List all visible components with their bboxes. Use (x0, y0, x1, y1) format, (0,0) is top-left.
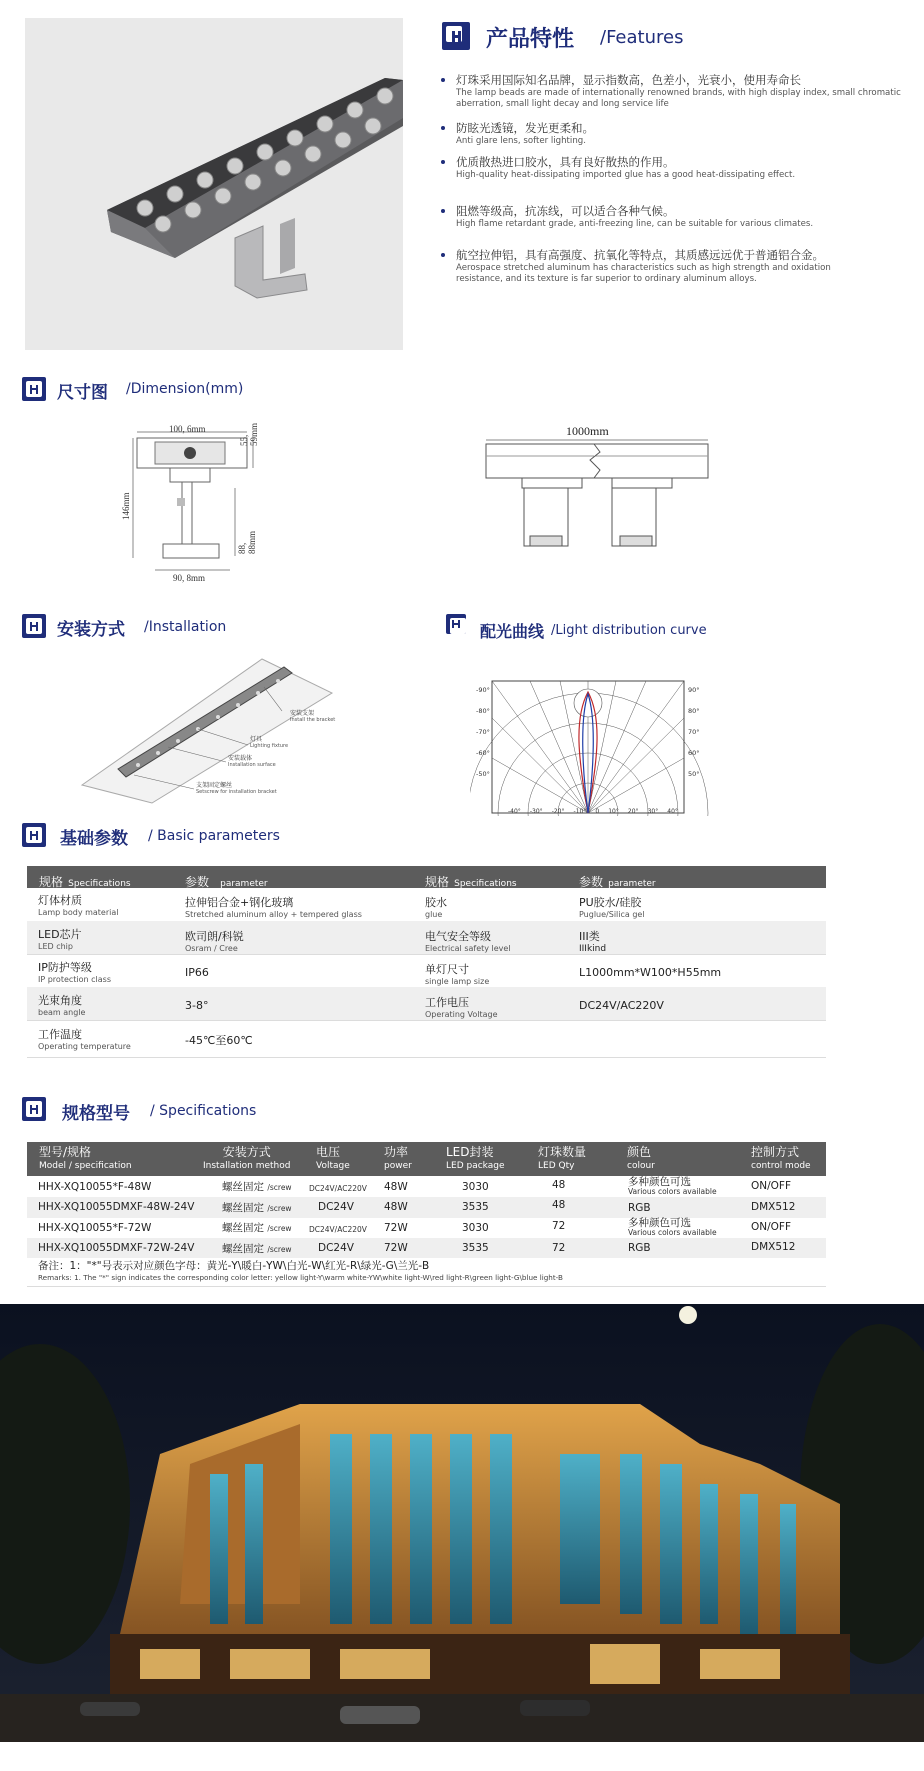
table-cell: 3-8° (185, 999, 209, 1012)
row-divider (27, 1020, 826, 1021)
table-cell: DC24V (318, 1242, 354, 1254)
feature-item (456, 248, 922, 285)
curve-right-ticks: 90° 80° 70° 60° 50° (688, 686, 700, 778)
dim-width-top: 100, 6mm (169, 424, 206, 434)
table-cell: DMX512 (751, 1241, 796, 1253)
table-cell: DC24V/AC220V (309, 1184, 367, 1193)
basic-params-title-en: / Basic parameters (148, 828, 280, 844)
table-cell: DC24V/AC220V (579, 999, 664, 1012)
header-cell: 功率 power (384, 1145, 412, 1171)
table-cell: 48W (384, 1201, 408, 1213)
table-row: HHX-XQ10055*F-48W (38, 1181, 152, 1193)
features-h-icon (442, 22, 470, 50)
install-label-bracket: 安装支架 Install the bracket (290, 710, 336, 723)
bullet-icon (441, 209, 445, 213)
table-row: HHX-XQ10055DMXF-72W-24V (38, 1242, 195, 1254)
row-divider (27, 954, 826, 955)
installation-title: 安装方式 (57, 620, 125, 640)
feature-item (456, 73, 922, 110)
feature-cn: 航空拉伸铝，具有高强度、抗氧化等特点，其质感远远优于普通铝合金。 (456, 248, 824, 262)
table-cell: DMX512 (751, 1201, 796, 1213)
table-row: 灯体材质 Lamp body material (38, 894, 119, 917)
basic-params-title: 基础参数 (60, 829, 128, 849)
curve-bottom-ticks: -40° -30° -20° -10° 0 10° 20° 30° 40° (508, 808, 678, 815)
light-curve-h-icon (446, 614, 466, 634)
remark-en: Remarks: 1. The "*" sign indicates the corresponding color letter: yellow light-Y\warm white-YW\white light-W\red light-R\green light-G\blue light-B (38, 1273, 563, 1282)
install-label-screw: 支架固定螺丝 Setscrew for installation bracket (196, 782, 277, 795)
install-label-fixture: 灯具 Lighting fixture (250, 736, 289, 749)
table-cell: 螺丝固定 /screw (222, 1181, 292, 1193)
table-row: 工作温度 Operating temperature (38, 1028, 131, 1051)
dim-bracket-height: 88, 88mm (237, 530, 257, 554)
dimension-drawing-side (121, 422, 265, 588)
product-photo (25, 18, 403, 350)
feature-cn: 阻燃等级高，抗冻线，可以适合各种气候。 (456, 204, 675, 218)
table-row: HHX-XQ10055*F-72W (38, 1222, 152, 1234)
specs-title: 规格型号 (62, 1104, 130, 1124)
table-cell: DC24V/AC220V (309, 1225, 367, 1234)
dim-length: 1000mm (566, 424, 609, 438)
specs-h-icon (22, 1097, 46, 1121)
header-cell: 规格 Specifications (39, 875, 131, 889)
feature-en: High flame retardant grade, anti-freezing line, can be suitable for various climates. (456, 219, 814, 229)
row-divider (27, 1057, 826, 1058)
header-cell: 控制方式 control mode (751, 1145, 811, 1171)
table-cell: -45℃至60℃ (185, 1034, 253, 1047)
installation-h-icon (22, 614, 46, 638)
table-cell: ON/OFF (751, 1180, 792, 1192)
table-cell: III类 IIIkind (579, 930, 607, 954)
row-divider (27, 1286, 826, 1287)
table-cell: 多种颜色可选 Various colors available (628, 1176, 717, 1196)
table-cell: 72 (552, 1242, 566, 1254)
basic-params-header (27, 866, 826, 888)
installation-diagram (78, 655, 348, 805)
bullet-icon (441, 253, 445, 257)
table-cell: ON/OFF (751, 1221, 792, 1233)
header-cell: 规格 Specifications (425, 875, 517, 889)
dim-height-right: 55, 59mm (239, 422, 259, 446)
table-cell: 欧司朗/科锐 Osram / Cree (185, 930, 244, 953)
specs-header (27, 1142, 826, 1176)
building-night-photo (0, 1304, 924, 1742)
table-cell: L1000mm*W100*H55mm (579, 966, 722, 979)
features-title-en: /Features (600, 27, 684, 48)
feature-cn: 防眩光透镜，发光更柔和。 (456, 121, 594, 135)
table-row: HHX-XQ10055DMXF-48W-24V (38, 1201, 195, 1213)
table-cell: 3030 (462, 1181, 489, 1193)
table-cell: 72W (384, 1242, 408, 1254)
feature-item (456, 204, 922, 230)
specs-title-en: / Specifications (150, 1103, 257, 1119)
bullet-icon (441, 78, 445, 82)
feature-en: High-quality heat-dissipating imported glue has a good heat-dissipating effect. (456, 170, 796, 180)
light-curve-title-en: /Light distribution curve (551, 623, 707, 638)
dimension-title-en: /Dimension(mm) (126, 381, 244, 397)
remark-cn: 备注：1："*"号表示对应颜色字母：黄光-Y\暖白-YW\白光-W\红光-R\绿光-G\兰光-B (38, 1260, 430, 1272)
table-cell: 胶水 glue (425, 896, 447, 919)
table-cell: 螺丝固定 /screw (222, 1243, 292, 1255)
header-cell: LED封装 LED package (446, 1145, 505, 1171)
table-cell: 多种颜色可选 Various colors available (628, 1217, 717, 1237)
light-distribution-chart (470, 678, 710, 816)
table-cell: DC24V (318, 1201, 354, 1213)
feature-en: Aerospace stretched aluminum has characteristics such as high strength and oxidation resistance, and its texture is far superior to ordinary aluminum alloys. (456, 263, 831, 284)
table-cell: 电气安全等级 Electrical safety level (425, 930, 511, 953)
feature-item (456, 121, 922, 147)
table-cell: 单灯尺寸 single lamp size (425, 963, 490, 986)
header-cell: 参数 parameter (185, 875, 268, 889)
dim-base-width: 90, 8mm (173, 573, 206, 583)
dimension-h-icon (22, 377, 46, 401)
header-cell: 电压 Voltage (316, 1145, 350, 1171)
header-cell: 安装方式 Installation method (203, 1145, 291, 1171)
table-cell: 72 (552, 1220, 566, 1232)
dimension-drawing-front (482, 424, 712, 568)
bullet-icon (441, 160, 445, 164)
table-cell: 3030 (462, 1222, 489, 1234)
table-cell: 拉伸铝合金+钢化玻璃 Stretched aluminum alloy + tempered glass (185, 896, 362, 919)
table-cell: 螺丝固定 /screw (222, 1222, 292, 1234)
feature-en: Anti glare lens, softer lighting. (456, 136, 586, 146)
basic-params-h-icon (22, 823, 46, 847)
feature-en: The lamp beads are made of internationally renowned brands, with high display index, small chromatic aberration, small light decay and long service life (456, 88, 901, 109)
installation-title-en: /Installation (144, 619, 227, 635)
curve-left-ticks: -90° -80° -70° -60° -50° (476, 686, 490, 778)
table-cell: 3535 (462, 1201, 489, 1213)
feature-cn: 优质散热进口胶水，具有良好散热的作用。 (456, 155, 675, 169)
bullet-icon (441, 126, 445, 130)
header-cell: 灯珠数量 LED Qty (538, 1145, 587, 1171)
table-cell: RGB (628, 1202, 651, 1214)
table-cell: 3535 (462, 1242, 489, 1254)
table-cell: PU胶水/硅胶 Puglue/Silica gel (579, 896, 645, 919)
table-cell: 48W (384, 1181, 408, 1193)
table-row: IP防护等级 IP protection class (38, 961, 111, 984)
install-label-surface: 安装载体 Installation surface (228, 755, 276, 768)
header-cell: 参数 parameter (579, 875, 656, 889)
header-cell: 颜色 colour (627, 1145, 655, 1171)
table-row: LED芯片 LED chip (38, 928, 82, 951)
feature-cn: 灯珠采用国际知名品牌，显示指数高，色差小，光衰小，使用寿命长 (456, 73, 801, 87)
table-cell: 工作电压 Operating Voltage (425, 996, 498, 1019)
header-cell: 型号/规格 Model / specification (39, 1145, 132, 1171)
table-cell: RGB (628, 1242, 651, 1254)
table-cell: 48 (552, 1179, 566, 1191)
table-cell: 螺丝固定 /screw (222, 1202, 292, 1214)
dim-height-left: 146mm (121, 492, 131, 520)
table-row: 光束角度 beam angle (38, 994, 86, 1017)
light-curve-title: 配光曲线 (480, 622, 545, 641)
table-cell: 72W (384, 1222, 408, 1234)
dimension-title: 尺寸图 (57, 383, 108, 403)
features-title: 产品特性 (486, 27, 575, 52)
table-cell: 48 (552, 1199, 566, 1211)
table-cell: IP66 (185, 966, 209, 979)
feature-item (456, 155, 922, 181)
